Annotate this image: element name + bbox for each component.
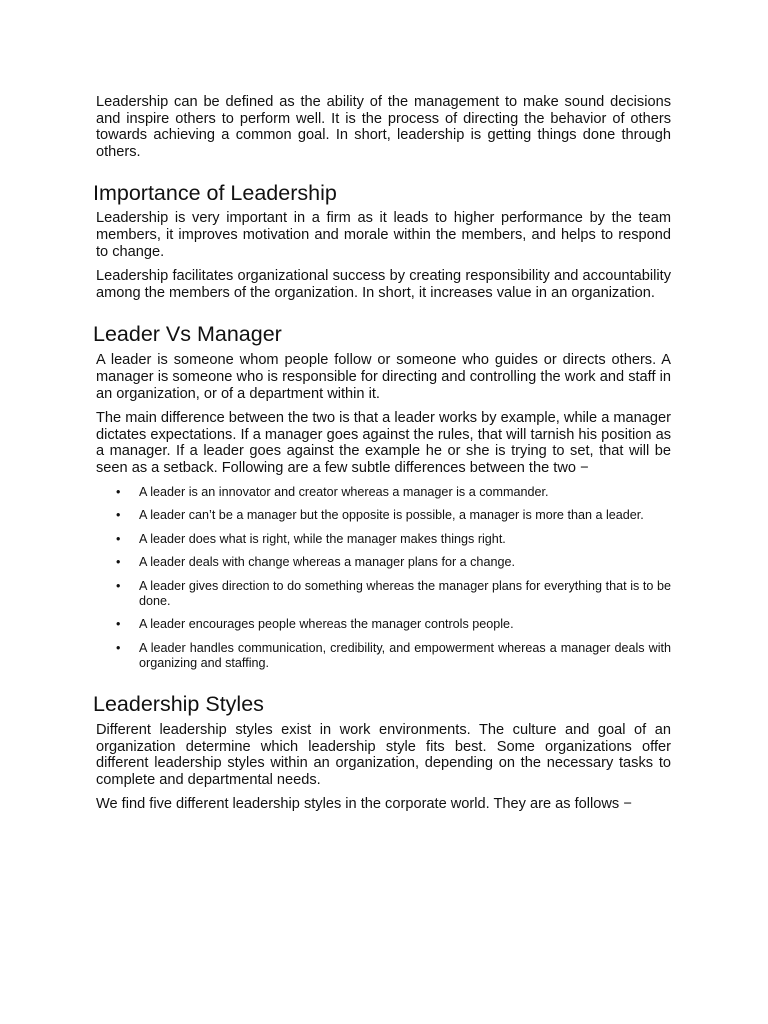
bullet-icon: •	[116, 531, 121, 546]
list-item-text: A leader deals with change whereas a manager plans for a change.	[139, 555, 515, 569]
list-item	[96, 579, 671, 609]
bullet-icon: •	[116, 578, 121, 593]
leader-vs-manager-heading: Leader Vs Manager	[93, 322, 282, 347]
list-item-text: A leader is an innovator and creator whereas a manager is a commander.	[139, 484, 549, 499]
list-item-text: A leader gives direction to do something whereas the manager plans for everything that is to be done.	[139, 578, 671, 608]
bullet-icon: •	[116, 508, 121, 522]
leader-vs-manager-paragraph-2: The main difference between the two is that a leader works by example, while a manager dictates expectations. If a manager goes against the rules, that will tarnish his position as a manager. If a leader goes against the example he or she is trying to set, that will be seen as a setback. Following are a few subtle differences between the two −	[96, 410, 671, 476]
document-page	[93, 94, 671, 813]
list-item	[96, 617, 671, 632]
bullet-icon: •	[116, 640, 121, 655]
importance-heading: Importance of Leadership	[93, 181, 337, 206]
list-item	[96, 485, 671, 500]
importance-paragraph-1: Leadership is very important in a firm as it leads to higher performance by the team members, it improves motivation and morale within the members, and helps to respond to change.	[96, 210, 671, 260]
leader-vs-manager-paragraph-1: A leader is someone whom people follow or someone who guides or directs others. A manager is someone who is responsible for directing and controlling the work and staff in an organization, or of a department within it.	[96, 352, 671, 402]
list-item-text: A leader handles communication, credibility, and empowerment whereas a manager deals with organizing and staffing.	[139, 640, 671, 670]
list-item	[96, 641, 671, 671]
differences-list	[96, 485, 671, 672]
list-item	[96, 508, 671, 523]
importance-paragraph-2: Leadership facilitates organizational success by creating responsibility and accountability among the members of the organization. In short, it increases value in an organization.	[96, 268, 671, 301]
list-item-text: A leader does what is right, while the manager makes things right.	[139, 531, 506, 546]
leadership-styles-paragraph-1: Different leadership styles exist in work environments. The culture and goal of an organization determine which leadership style fits best. Some organizations offer different leadership styles within an organization, depending on the necessary tasks to complete and departmental needs.	[96, 722, 671, 788]
list-item	[96, 555, 671, 570]
list-item-text: A leader can’t be a manager but the opposite is possible, a manager is more than a leader.	[139, 508, 644, 522]
list-item-text: A leader encourages people whereas the manager controls people.	[139, 617, 514, 632]
list-item	[96, 532, 671, 547]
intro-paragraph: Leadership can be defined as the ability of the management to make sound decisions and inspire others to perform well. It is the process of directing the behavior of others towards achieving a common goal. In short, leadership is getting things done through others.	[96, 94, 671, 160]
leadership-styles-heading: Leadership Styles	[93, 692, 264, 717]
leadership-styles-paragraph-2: We find five different leadership styles in the corporate world. They are as follows −	[96, 796, 632, 813]
bullet-icon: •	[116, 484, 121, 499]
bullet-icon: •	[116, 555, 121, 569]
bullet-icon: •	[116, 617, 121, 632]
